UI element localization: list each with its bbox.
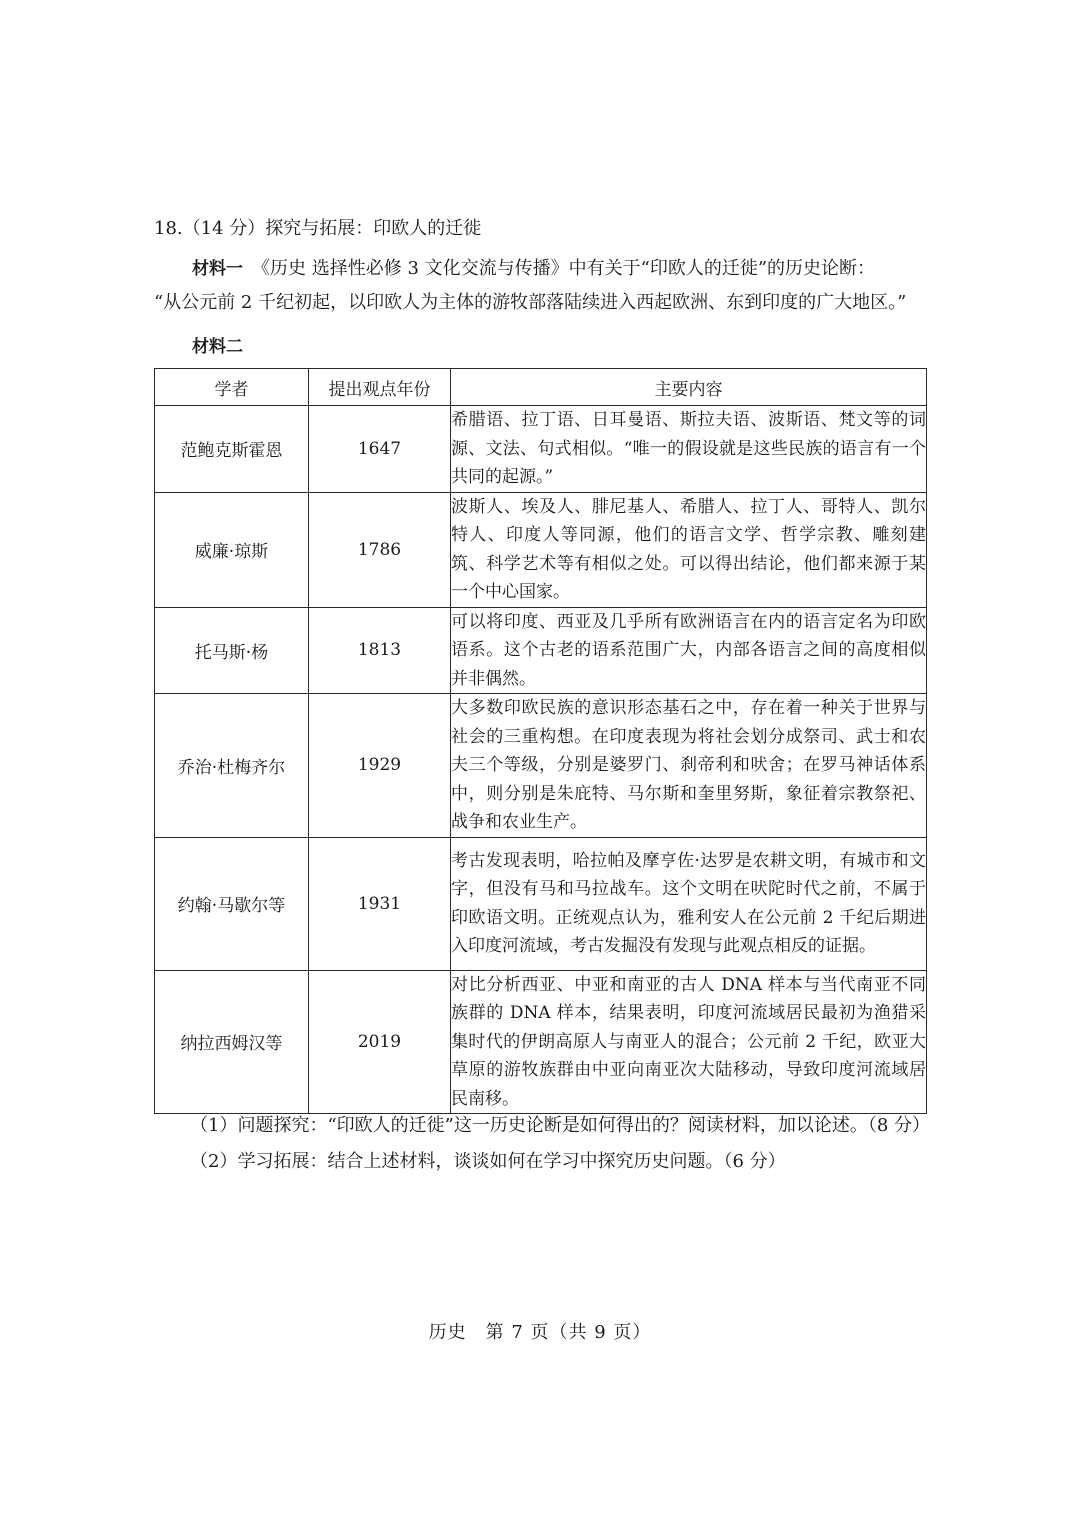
scholar-year: 2019: [309, 970, 451, 1114]
scholar-name: 托马斯·杨: [155, 607, 309, 694]
header-scholar: 学者: [155, 369, 309, 406]
scholar-content: 大多数印欧民族的意识形态基石之中，存在着一种关于世界与社会的三重构想。在印度表现为将社会划分成祭司、武士和农夫三个等级，分别是婆罗门、刹帝利和吠舍；在罗马神话体系中，则分别是朱庇特、马尔斯和奎里努斯，象征着宗教祭祀、战争和农业生产。: [451, 694, 927, 838]
table-row: [155, 406, 927, 493]
scholar-year: 1931: [309, 837, 451, 970]
sub-question-2: （2）学习拓展：结合上述材料，谈谈如何在学习中探究历史问题。（6 分）: [190, 1151, 786, 1172]
scholar-content: 可以将印度、西亚及几乎所有欧洲语言在内的语言定名为印欧语系。这个古老的语系范围广大，内部各语言之间的高度相似并非偶然。: [451, 607, 927, 694]
scholar-year: 1647: [309, 406, 451, 493]
material-one-intro: 《历史 选择性必修 3 文化交流与传播》中有关于“印欧人的迁徙”的历史论断：: [261, 258, 876, 279]
table-row: [155, 607, 927, 694]
header-content: 主要内容: [451, 369, 927, 406]
scholar-name: 乔治·杜梅齐尔: [155, 694, 309, 838]
scholars-table: [154, 368, 927, 1114]
material-one-line1: [154, 252, 926, 286]
scholar-content: 波斯人、埃及人、腓尼基人、希腊人、拉丁人、哥特人、凯尔特人、印度人等同源，他们的语言文学、哲学宗教、雕刻建筑、科学艺术等有相似之处。可以得出结论，他们都来源于某一个中心国家。: [451, 492, 927, 607]
material-two-label: 材料二: [192, 337, 243, 357]
scholar-year: 1929: [309, 694, 451, 838]
page-footer: 历史 第 7 页（共 9 页）: [428, 1322, 652, 1343]
material-one-quote: “从公元前 2 千纪初起，以印欧人为主体的游牧部落陆续进入西起欧洲、东到印度的广大地区。”: [154, 292, 907, 313]
table-header-row: [155, 369, 927, 406]
scholar-name: 威廉·琼斯: [155, 492, 309, 607]
question-title: 18.（14 分）探究与拓展：印欧人的迁徙: [154, 218, 482, 239]
header-year: 提出观点年份: [309, 369, 451, 406]
table-row: [155, 492, 927, 607]
scholar-year: 1813: [309, 607, 451, 694]
scholar-content: 考古发现表明，哈拉帕及摩亨佐·达罗是农耕文明，有城市和文字，但没有马和马拉战车。这个文明在吠陀时代之前，不属于印欧语文明。正统观点认为，雅利安人在公元前 2 千纪后期进入印度河流域，考古发掘没有发现与此观点相反的证据。: [451, 837, 927, 970]
sub-question-1: （1）问题探究：“印欧人的迁徙”这一历史论断是如何得出的？阅读材料，加以论述。（8 分）: [190, 1115, 931, 1136]
scholar-name: 约翰·马歇尔等: [155, 837, 309, 970]
material-one: [154, 252, 926, 320]
scholar-name: 范鲍克斯霍恩: [155, 406, 309, 493]
scholar-content: 对比分析西亚、中亚和南亚的古人 DNA 样本与当代南亚不同族群的 DNA 样本，结果表明，印度河流域居民最初为渔猎采集时代的伊朗高原人与南亚人的混合；公元前 2 千纪，欧亚大草原的游牧族群由中亚向南亚次大陆移动，导致印度河流域居民南移。: [451, 970, 927, 1114]
sub-questions: [190, 1108, 930, 1180]
material-one-label: 材料一: [192, 259, 243, 279]
scholar-name: 纳拉西姆汉等: [155, 970, 309, 1114]
scholar-year: 1786: [309, 492, 451, 607]
table-row: [155, 970, 927, 1114]
table-row: [155, 837, 927, 970]
scholar-content: 希腊语、拉丁语、日耳曼语、斯拉夫语、波斯语、梵文等的词源、文法、句式相似。“唯一的假设就是这些民族的语言有一个共同的起源。”: [451, 406, 927, 493]
table-row: [155, 694, 927, 838]
